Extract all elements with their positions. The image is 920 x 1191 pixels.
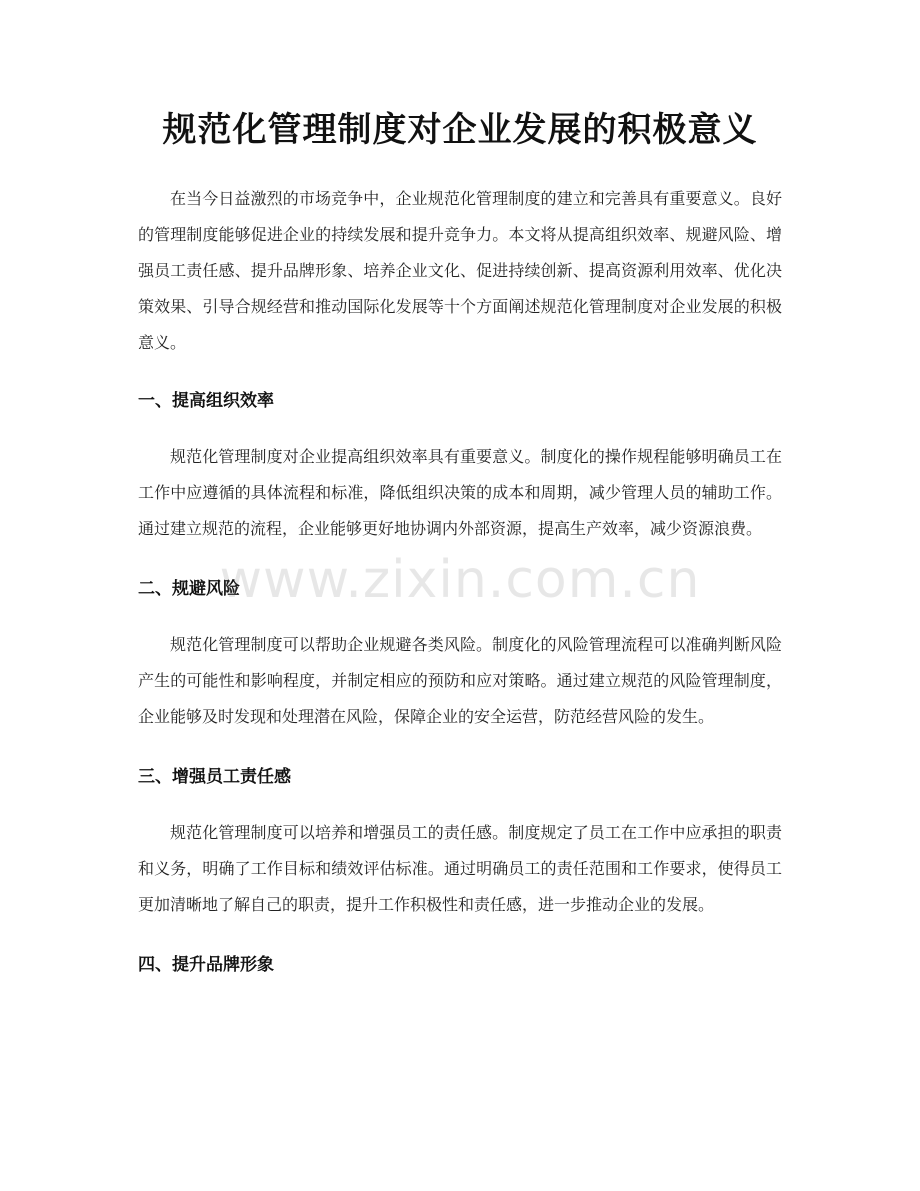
watermark: www.zixin.com.cn bbox=[219, 550, 701, 610]
section-body-2: 规范化管理制度可以帮助企业规避各类风险。制度化的风险管理流程可以准确判断风险产生的可能性和影响程度，并制定相应的预防和应对策略。通过建立规范的风险管理制度，企业能够及时发现和处理潜在风险，保障企业的安全运营，防范经营风险的发生。 bbox=[138, 635, 782, 726]
section-heading-2: 二、规避风险 bbox=[138, 579, 240, 599]
section-heading-1: 一、提高组织效率 bbox=[138, 391, 274, 411]
section-heading-3: 三、增强员工责任感 bbox=[138, 767, 291, 787]
section-body-1: 规范化管理制度对企业提高组织效率具有重要意义。制度化的操作规程能够明确员工在工作中应遵循的具体流程和标准，降低组织决策的成本和周期，减少管理人员的辅助工作。通过建立规范的流程，企业能够更好地协调内外部资源，提高生产效率，减少资源浪费。 bbox=[138, 447, 782, 538]
document-title: 规范化管理制度对企业发展的积极意义 bbox=[162, 110, 758, 150]
intro-paragraph: 在当今日益激烈的市场竞争中，企业规范化管理制度的建立和完善具有重要意义。良好的管理制度能够促进企业的持续发展和提升竞争力。本文将从提高组织效率、规避风险、增强员工责任感、提升品牌形象、培养企业文化、促进持续创新、提高资源利用效率、优化决策效果、引导合规经营和推动国际化发展等十个方面阐述规范化管理制度对企业发展的积极意义。 bbox=[138, 189, 782, 352]
section-body-3: 规范化管理制度可以培养和增强员工的责任感。制度规定了员工在工作中应承担的职责和义务，明确了工作目标和绩效评估标准。通过明确员工的责任范围和工作要求，使得员工更加清晰地了解自己的职责，提升工作积极性和责任感，进一步推动企业的发展。 bbox=[138, 823, 782, 914]
section-heading-4: 四、提升品牌形象 bbox=[138, 955, 274, 975]
